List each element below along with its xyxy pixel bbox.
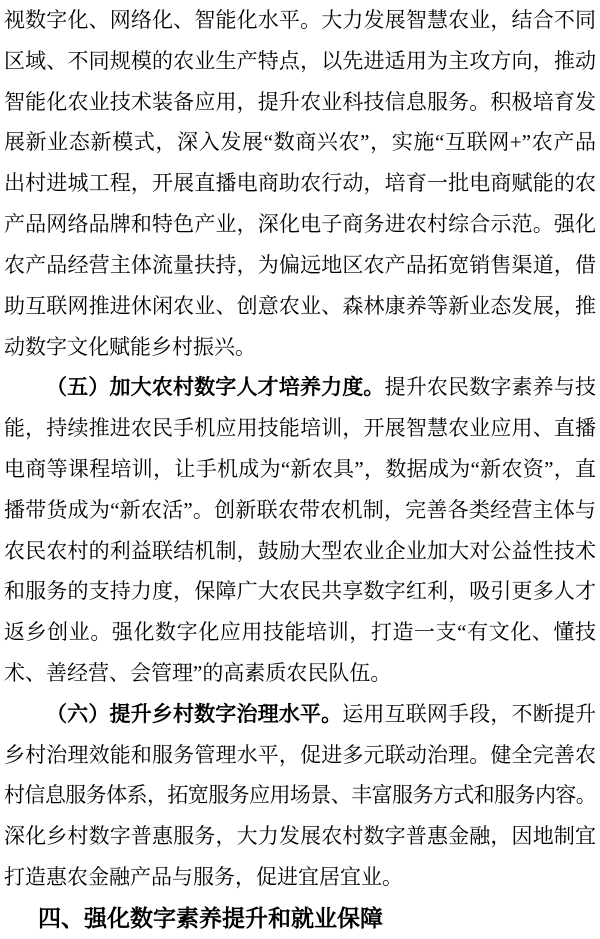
text-line: 乡村治理效能和服务管理水平，促进多元联动治理。健全完善农 [4, 742, 596, 767]
text-run: 提升农民数字素养与技 [384, 375, 596, 400]
section-6-heading: （六）提升乡村数字治理水平。 [46, 701, 343, 726]
text-line: 产品网络品牌和特色产业，深化电子商务进农村综合示范。强化 [4, 212, 596, 237]
text-line: 深化乡村数字普惠服务，大力发展农村数字普惠金融，因地制宜 [4, 824, 596, 849]
text-line: 电商等课程培训，让手机成为“新农具”，数据成为“新农资”，直 [4, 456, 596, 481]
text-line: 动数字文化赋能乡村振兴。 [4, 334, 256, 359]
text-line: 视数字化、网络化、智能化水平。大力发展智慧农业，结合不同 [4, 8, 596, 32]
text-line [4, 367, 596, 408]
chapter-4-heading: 四、强化数字素养提升和就业保障 [38, 904, 383, 931]
text-line: 村信息服务体系，拓宽服务应用场景、丰富服务方式和服务内容。 [4, 783, 596, 808]
text-line: 智能化农业技术装备应用，提升农业科技信息服务。积极培育发 [4, 89, 596, 114]
text-line: 返乡创业。强化数字化应用技能培训，打造一支“有文化、懂技 [4, 620, 596, 645]
text-line [4, 694, 596, 735]
text-run: 运用互联网手段，不断提升 [342, 701, 596, 726]
text-line: 展新业态新模式，深入发展“数商兴农”，实施“互联网+”农产品 [4, 130, 596, 155]
text-line: 术、善经营、会管理”的高素质农民队伍。 [4, 661, 392, 685]
text-line: 区域、不同规模的农业生产特点，以先进适用为主攻方向，推动 [4, 48, 596, 73]
text-line: 助互联网推进休闲农业、创意农业、森林康养等新业态发展，推 [4, 293, 596, 318]
text-line: 播带货成为“新农活”。创新联农带农机制，完善各类经营主体与 [4, 497, 596, 522]
text-line: 打造惠农金融产品与服务，促进宜居宜业。 [4, 865, 403, 890]
text-line: 农民农村的利益联结机制，鼓励大型农业企业加大对公益性技术 [4, 538, 596, 563]
section-5-heading: （五）加大农村数字人才培养力度。 [46, 375, 385, 400]
text-line: 农产品经营主体流量扶持，为偏远地区农产品拓宽销售渠道，借 [4, 252, 596, 277]
text-line: 能，持续推进农民手机应用技能培训，开展智慧农业应用、直播 [4, 416, 596, 441]
text-line: 出村进城工程，开展直播电商助农行动，培育一批电商赋能的农 [4, 171, 596, 196]
text-line: 和服务的支持力度，保障广大农民共享数字红利，吸引更多人才 [4, 579, 596, 604]
